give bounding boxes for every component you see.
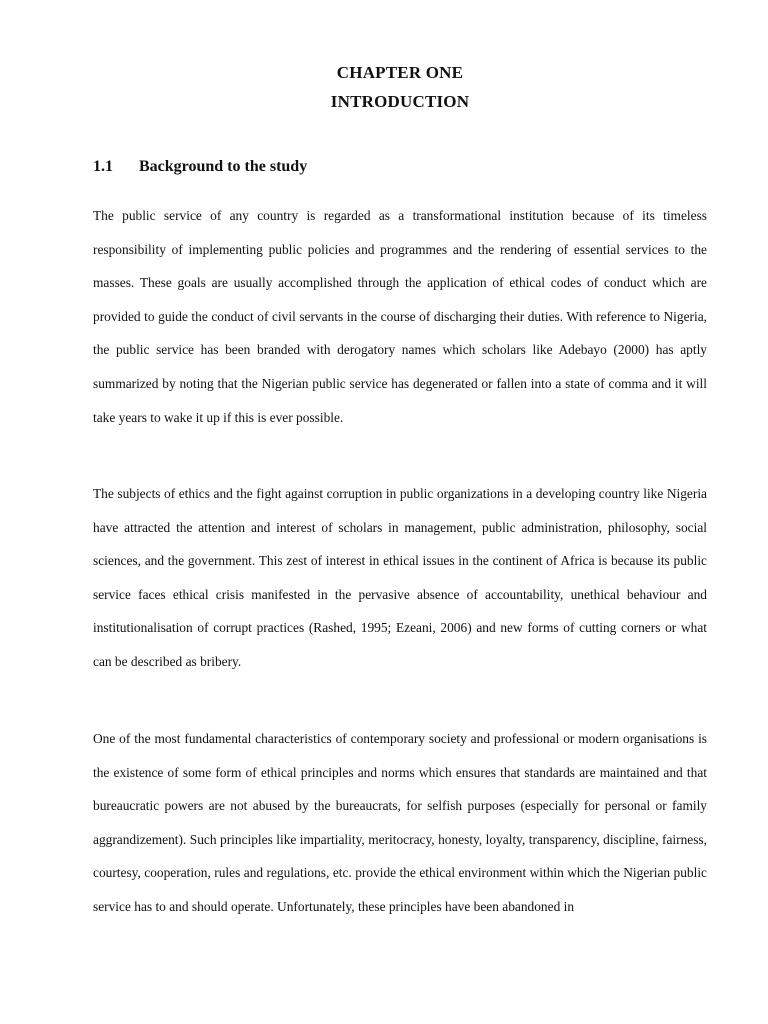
- section-title: Background to the study: [139, 158, 308, 175]
- chapter-subtitle: INTRODUCTION: [330, 92, 470, 111]
- paragraph-3: One of the most fundamental characteristics of contemporary society and professional or modern organisations is the existence of some form of ethical principles and norms which ensures that standards are maintained and that bureaucratic powers are not abused by the bureaucrats, for selfish purposes (especially for personal or family aggrandizement). Such principles like impartiality, meritocracy, honesty, loyalty, transparency, discipline, fairness, courtesy, cooperation, rules and regulations, etc. provide the ethical environment within which the Nigerian public service has to and should operate. Unfortunately, these principles have been abandoned in: [93, 731, 707, 914]
- section-heading: [93, 158, 307, 176]
- chapter-title: CHAPTER ONE: [336, 63, 464, 82]
- paragraph-2: The subjects of ethics and the fight against corruption in public organizations in a developing country like Nigeria have attracted the attention and interest of scholars in management, public administration, philosophy, social sciences, and the government. This zest of interest in ethical issues in the continent of Africa is because its public service faces ethical crisis manifested in the pervasive absence of accountability, unethical behaviour and institutionalisation of corrupt practices (Rashed, 1995; Ezeani, 2006) and new forms of cutting corners or what can be described as bribery.: [93, 486, 707, 669]
- section-number: 1.1: [93, 158, 113, 175]
- paragraph-1: The public service of any country is regarded as a transformational institution because of its timeless responsibility of implementing public policies and programmes and the rendering of essential services to the masses. These goals are usually accomplished through the application of ethical codes of conduct which are provided to guide the conduct of civil servants in the course of discharging their duties. With reference to Nigeria, the public service has been branded with derogatory names which scholars like Adebayo (2000) has aptly summarized by noting that the Nigerian public service has degenerated or fallen into a state of comma and it will take years to wake it up if this is ever possible.: [93, 208, 707, 425]
